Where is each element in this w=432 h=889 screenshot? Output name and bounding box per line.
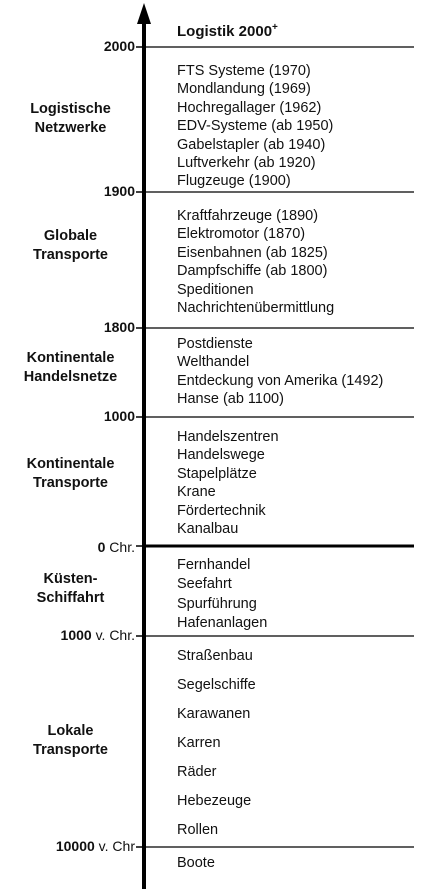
era-label: [3, 570, 138, 608]
timeline-event: Krane: [177, 484, 216, 501]
timeline-event: Gabelstapler (ab 1940): [177, 136, 326, 153]
timeline-event: Boote: [177, 855, 215, 871]
era-label-line: Küsten-: [43, 571, 98, 587]
year-label: [0, 183, 135, 199]
timeline-event: Dampfschiffe (ab 1800): [177, 263, 328, 280]
timeline-event: Fernhandel: [177, 557, 251, 573]
year-number: 0: [97, 539, 106, 555]
timeline-event: Nachrichtenübermittlung: [177, 300, 335, 316]
year-number: 10000: [55, 838, 95, 854]
era-label: [3, 722, 138, 760]
era-label: [3, 100, 138, 138]
year-number: 1800: [103, 319, 135, 335]
timeline-event: Flugzeuge (1900): [177, 173, 291, 190]
timeline-event: Seefahrt: [177, 576, 232, 593]
year-suffix: v. Chr.: [91, 627, 135, 643]
timeline-event: Karawanen: [177, 706, 251, 722]
timeline-event: Handelszentren: [177, 429, 279, 445]
timeline-title: [177, 22, 278, 40]
era-label-line: Transporte: [33, 475, 108, 491]
axis-arrowhead: [137, 3, 151, 24]
year-suffix: Chr.: [105, 539, 135, 555]
timeline-event: Speditionen: [177, 281, 254, 298]
timeline-event: Hanse (ab 1100): [177, 391, 284, 408]
timeline-event: Entdeckung von Amerika (1492): [177, 372, 384, 389]
year-label: [0, 539, 135, 555]
era-label-line: Kontinentale: [26, 350, 115, 366]
timeline-title-text: Logistik 2000: [177, 23, 273, 40]
era-label-line: Netzwerke: [34, 120, 107, 136]
timeline-event: Segelschiffe: [177, 677, 256, 693]
timeline-event: Fördertechnik: [177, 502, 266, 519]
timeline-event: Welthandel: [177, 354, 250, 371]
timeline-event: Mondlandung (1969): [177, 81, 311, 98]
timeline-event: Hochregallager (1962): [177, 99, 322, 116]
year-label: [0, 627, 135, 643]
era-label-line: Transporte: [33, 247, 108, 263]
era-label-line: Lokale: [47, 723, 94, 739]
timeline-title-superscript: +: [272, 22, 278, 33]
era-label: [3, 227, 138, 265]
year-label: [0, 38, 135, 54]
year-number: 1900: [103, 183, 135, 199]
timeline-event: Karren: [177, 735, 221, 751]
timeline-event: Eisenbahnen (ab 1825): [177, 244, 328, 261]
era-label-line: Handelsnetze: [23, 369, 118, 385]
timeline-event: FTS Systeme (1970): [177, 63, 311, 79]
timeline-event: Postdienste: [177, 336, 253, 352]
timeline-event: Spurführung: [177, 595, 257, 612]
year-number: 1000: [60, 627, 92, 643]
timeline-event: Rollen: [177, 822, 219, 838]
era-label-line: Globale: [43, 228, 98, 244]
timeline-event: Hebezeuge: [177, 793, 252, 809]
timeline-event: Straßenbau: [177, 648, 253, 664]
timeline-event: Handelswege: [177, 447, 265, 464]
era-label-line: Kontinentale: [26, 456, 115, 472]
timeline-event: Kraftfahrzeuge (1890): [177, 208, 319, 224]
timeline-event: Luftverkehr (ab 1920): [177, 155, 316, 171]
year-label: [0, 319, 135, 335]
timeline-event: Hafenanlagen: [177, 615, 268, 632]
era-label-line: Transporte: [33, 742, 108, 758]
year-label: [0, 408, 135, 424]
year-suffix: v. Chr: [94, 838, 135, 854]
timeline-event: Kanalbau: [177, 521, 239, 537]
timeline-event: Elektromotor (1870): [177, 226, 306, 243]
timeline-event: Räder: [177, 764, 217, 780]
era-label: [3, 455, 138, 493]
year-label: [0, 838, 135, 854]
timeline-event: EDV-Systeme (ab 1950): [177, 118, 334, 135]
era-label: [3, 349, 138, 387]
year-number: 1000: [103, 408, 135, 424]
timeline-event: Stapelplätze: [177, 465, 257, 482]
year-number: 2000: [103, 38, 135, 54]
era-label-line: Schiffahrt: [36, 590, 105, 606]
era-label-line: Logistische: [30, 101, 111, 117]
